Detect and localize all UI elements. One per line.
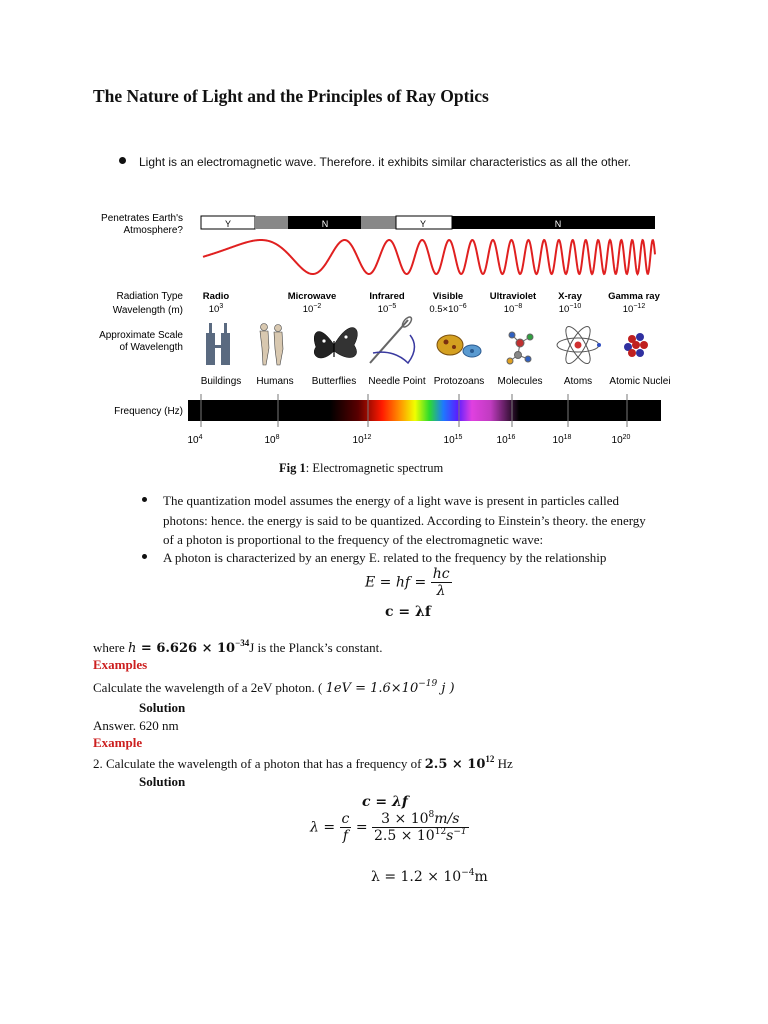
planck-post: is the Planck’s constant. <box>254 640 383 655</box>
radiation-type-wavelength: $0.5\times 10^{-6}$ <box>429 303 467 315</box>
figure-caption-text: : Electromagnetic spectrum <box>305 461 444 475</box>
protozoan-icon <box>437 335 481 357</box>
planck-pre: where <box>93 640 129 655</box>
scale-object-label: Atoms <box>563 376 593 387</box>
penetrates-label: Penetrates Earth's <box>101 213 183 224</box>
radiation-type-wavelength: $10^{-8}$ <box>503 303 523 315</box>
frequency-tick-label: $10^{12}$ <box>352 434 372 446</box>
buildings-icon <box>206 323 230 365</box>
atmosphere-label: Atmosphere? <box>123 225 183 236</box>
figure-caption-label: Fig 1 <box>279 461 306 475</box>
fraction-numerator: hc <box>432 566 450 582</box>
result-exponent: −4 <box>461 868 475 878</box>
result-base: λ = 1.2 × 10 <box>371 869 462 885</box>
scale-object-label: Humans <box>256 376 294 387</box>
numeric-fraction <box>372 811 469 844</box>
radiation-type-wavelength: $10^{-5}$ <box>377 303 397 315</box>
numerator-exponent: 8 <box>428 810 435 820</box>
atmos-bar-gray1 <box>255 216 288 229</box>
solution-fraction-line <box>310 811 469 844</box>
numerator-base: 3 × 10 <box>381 811 429 827</box>
solution-label-2: Solution <box>139 774 186 789</box>
question-2-exponent: 12 <box>485 754 495 764</box>
wave-line <box>203 240 655 274</box>
radiation-type-name: X-ray <box>558 291 582 302</box>
wavelength-label: Wavelength (m) <box>112 305 183 316</box>
question-2-unit: Hz <box>494 756 513 771</box>
hc-over-lambda <box>431 566 452 599</box>
question-2-text: 2. Calculate the wavelength of a photon that has a frequency of <box>93 756 425 771</box>
frequency-bar <box>188 400 661 421</box>
fraction-denominator: f <box>342 828 349 844</box>
planck-unit: J <box>249 640 255 655</box>
em-spectrum-figure <box>88 205 678 460</box>
solution-line-1: c = λf <box>362 794 408 810</box>
atom-icon <box>557 323 601 366</box>
fraction-denominator <box>372 828 469 844</box>
radiation-type-name: Gamma ray <box>608 291 660 302</box>
radiation-type-label: Radiation Type <box>116 291 183 302</box>
result-unit: m <box>474 869 488 885</box>
fraction-numerator: c <box>341 811 350 827</box>
numerator-unit: m/s <box>434 811 460 827</box>
question-2-math: 2.5 × 10 <box>424 757 486 772</box>
energy-equation-lhs: E = hf = <box>365 574 427 591</box>
quantization-paragraph <box>163 491 708 550</box>
example-heading: Example <box>93 735 143 750</box>
planck-exponent: −34 <box>235 638 250 648</box>
humans-icon <box>260 324 283 366</box>
fraction-numerator <box>372 811 469 828</box>
scale-object-label: Needle Point <box>368 376 426 387</box>
radiation-type-name: Visible <box>432 291 464 302</box>
planck-h: h <box>128 641 137 656</box>
atmos-mark: N <box>554 219 562 229</box>
c-over-f <box>340 811 352 844</box>
frequency-tick-label: $10^{20}$ <box>611 434 631 446</box>
atomic-nuclei-icon <box>624 333 648 357</box>
radiation-type-name: Infrared <box>369 291 405 302</box>
equals-sign: = <box>355 819 368 836</box>
radiation-type-wavelength: $10^3$ <box>208 303 224 315</box>
question-1-math: 1eV = 1.6×10 <box>325 681 419 696</box>
scale-object-label: Atomic Nuclei <box>609 376 671 387</box>
bullet-marker <box>142 497 147 502</box>
frequency-tick-label: $10^{16}$ <box>496 434 516 446</box>
question-1-text: Calculate the wavelength of a 2eV photon. ( <box>93 680 326 695</box>
radiation-type-name: Radio <box>202 291 230 302</box>
radiation-types <box>203 291 661 315</box>
question-1 <box>93 678 455 699</box>
butterfly-icon <box>314 328 357 358</box>
intro-bullet-text: Light is an electromagnetic wave. Therefore. it exhibits similar characteristics as all the other. <box>139 155 631 169</box>
paragraph-line: of a photon is proportional to the frequency of the electromagnetic wave: <box>163 532 544 547</box>
radiation-type-wavelength: $10^{-12}$ <box>622 303 646 315</box>
radiation-type-name: Ultraviolet <box>489 291 537 302</box>
figure-caption <box>279 461 443 476</box>
fraction-denominator: λ <box>436 583 446 599</box>
scale-label-2: of Wavelength <box>119 342 183 353</box>
frequency-tick-label: $10^8$ <box>264 434 280 446</box>
radiation-type-name: Microwave <box>287 291 337 302</box>
frequency-tick-label: $10^4$ <box>187 434 203 446</box>
scale-objects <box>201 376 671 387</box>
solution-label: Solution <box>139 700 186 715</box>
atmos-mark: Y <box>224 219 232 229</box>
planck-constant-line <box>93 638 382 659</box>
frequency-label: Frequency (Hz) <box>114 406 183 417</box>
denominator-exponent: 12 <box>434 827 447 837</box>
denominator-unit-exponent: −1 <box>453 827 467 837</box>
scale-label: Approximate Scale <box>99 330 183 341</box>
question-1-exponent: −19 <box>418 679 438 689</box>
page-title: The Nature of Light and the Principles of Ray Optics <box>93 86 489 106</box>
scale-object-label: Molecules <box>497 376 543 387</box>
paragraph-line: The quantization model assumes the energy of a light wave is present in particles called <box>163 493 620 508</box>
bullet-marker <box>142 554 147 559</box>
scale-object-label: Butterflies <box>311 376 357 387</box>
solution-result <box>371 869 488 885</box>
speed-of-light-equation: c = λf <box>385 604 431 620</box>
scale-object-label: Buildings <box>200 376 242 387</box>
lambda-lhs: λ = <box>310 819 336 836</box>
radiation-type-wavelength: $10^{-2}$ <box>302 303 322 315</box>
question-1-tail: j ) <box>437 681 455 696</box>
molecule-icon <box>507 332 533 364</box>
frequency-tick-label: $10^{15}$ <box>443 434 463 446</box>
bullet-marker <box>119 157 126 164</box>
needle-point-icon <box>370 315 414 363</box>
radiation-type-wavelength: $10^{-10}$ <box>558 303 582 315</box>
denominator-unit: s <box>446 828 454 844</box>
denominator-base: 2.5 × 10 <box>374 828 435 844</box>
frequency-tick-label: $10^{18}$ <box>552 434 572 446</box>
atmos-mark: Y <box>419 219 427 229</box>
atmos-bar-n2 <box>452 216 655 229</box>
atmos-bar-gray2 <box>361 216 396 229</box>
photon-energy-text: A photon is characterized by an energy E. related to the frequency by the relationship <box>163 550 607 565</box>
energy-equation <box>365 566 452 599</box>
planck-value: = 6.626 × 10 <box>136 641 236 656</box>
paragraph-line: photons: hence. the energy is said to be quantized. According to Einstein’s theory. the energy <box>163 512 646 528</box>
scale-object-label: Protozoans <box>433 376 485 387</box>
atmos-mark: N <box>321 219 329 229</box>
answer-text: Answer. 620 nm <box>93 718 179 733</box>
examples-heading: Examples <box>93 657 148 672</box>
